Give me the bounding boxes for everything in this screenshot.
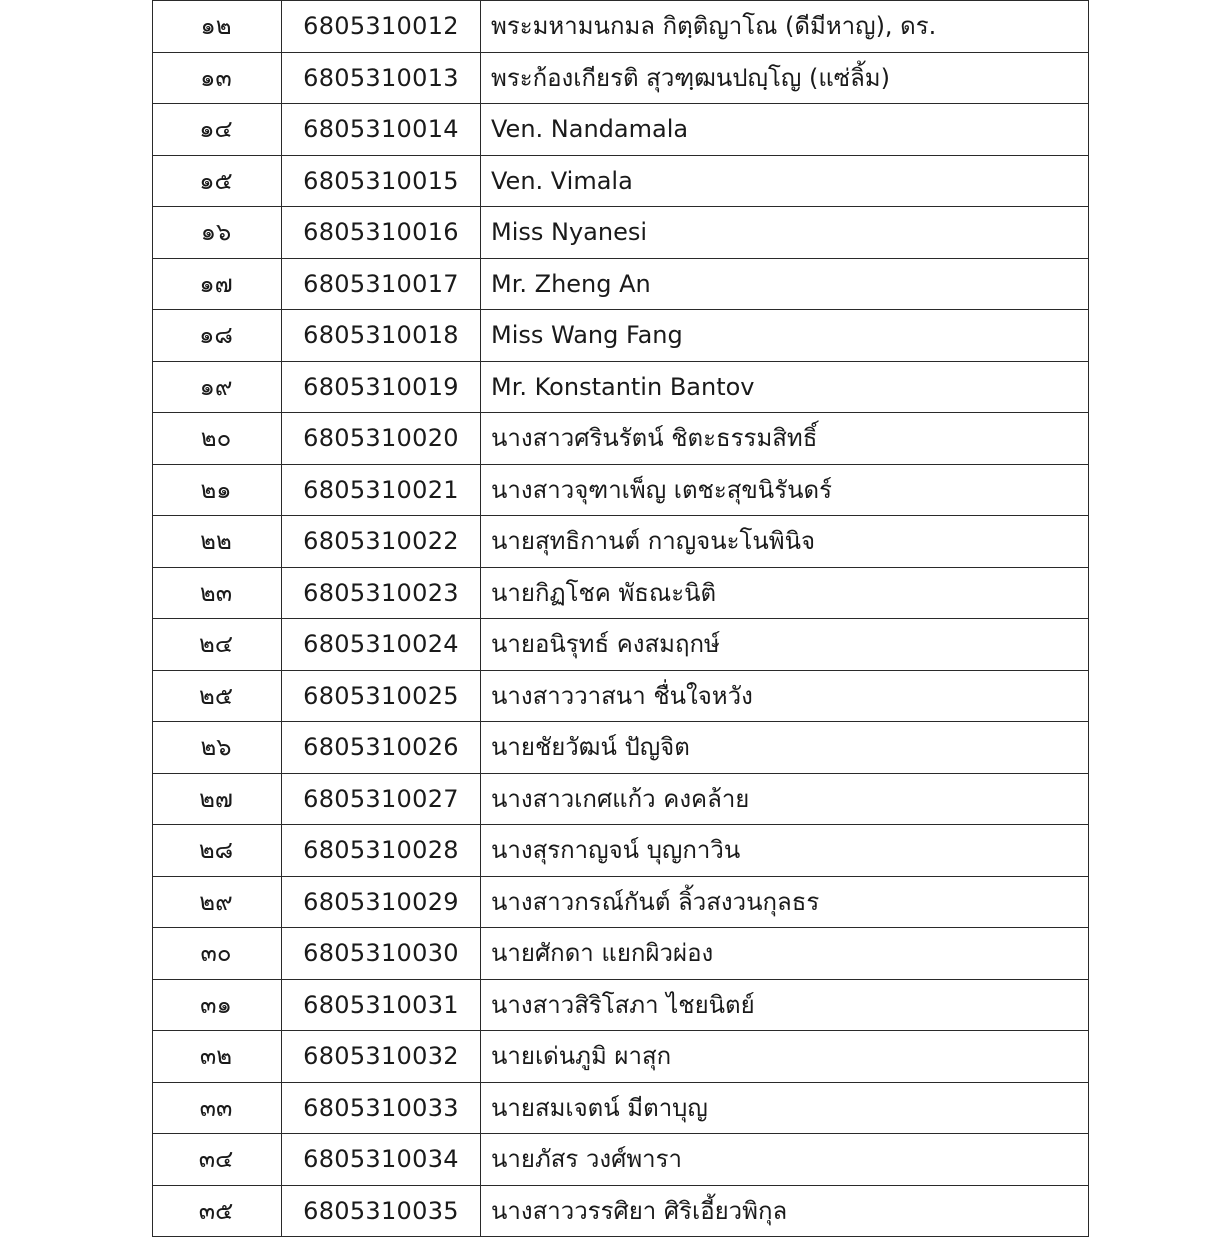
student-name: นางสาวจุฑาเพ็ญ เตชะสุขนิรันดร์ xyxy=(481,464,1089,516)
row-number: ๓๒ xyxy=(153,1031,282,1083)
table-row xyxy=(153,722,1089,774)
student-name: นางสาวศรินรัตน์ ชิตะธรรมสิทธิ์ xyxy=(481,413,1089,465)
student-id: 6805310012 xyxy=(282,1,481,53)
student-id: 6805310018 xyxy=(282,310,481,362)
row-number: ๑๗ xyxy=(153,258,282,310)
student-id: 6805310026 xyxy=(282,722,481,774)
student-name: นายอนิรุทธ์ คงสมฤกษ์ xyxy=(481,619,1089,671)
table-row xyxy=(153,1134,1089,1186)
row-number: ๑๔ xyxy=(153,104,282,156)
student-name: Ven. Vimala xyxy=(481,155,1089,207)
table-row xyxy=(153,104,1089,156)
student-id: 6805310027 xyxy=(282,773,481,825)
student-name: นางสาวกรณ์กันต์ ลิ้วสงวนกุลธร xyxy=(481,876,1089,928)
row-number: ๑๓ xyxy=(153,52,282,104)
student-list-table xyxy=(152,0,1089,1237)
table-row xyxy=(153,773,1089,825)
student-id: 6805310015 xyxy=(282,155,481,207)
student-name: นายเด่นภูมิ ผาสุก xyxy=(481,1031,1089,1083)
student-name: Miss Nyanesi xyxy=(481,207,1089,259)
student-list-table-container xyxy=(152,0,1089,1237)
table-row xyxy=(153,619,1089,671)
row-number: ๒๔ xyxy=(153,619,282,671)
row-number: ๒๕ xyxy=(153,670,282,722)
student-id: 6805310014 xyxy=(282,104,481,156)
row-number: ๑๙ xyxy=(153,361,282,413)
student-id: 6805310028 xyxy=(282,825,481,877)
student-id: 6805310034 xyxy=(282,1134,481,1186)
table-row xyxy=(153,979,1089,1031)
student-name: พระมหามนกมล กิตฺติญาโณ (ดีมีหาญ), ดร. xyxy=(481,1,1089,53)
table-row xyxy=(153,361,1089,413)
student-name: Mr. Zheng An xyxy=(481,258,1089,310)
table-row xyxy=(153,258,1089,310)
row-number: ๒๒ xyxy=(153,516,282,568)
student-id: 6805310021 xyxy=(282,464,481,516)
student-id: 6805310020 xyxy=(282,413,481,465)
table-row xyxy=(153,310,1089,362)
table-row xyxy=(153,516,1089,568)
student-name: นางสาววาสนา ชื่นใจหวัง xyxy=(481,670,1089,722)
student-name: นายกิฏโชค พัธณะนิติ xyxy=(481,567,1089,619)
row-number: ๓๓ xyxy=(153,1082,282,1134)
row-number: ๓๐ xyxy=(153,928,282,980)
row-number: ๑๖ xyxy=(153,207,282,259)
student-name: Ven. Nandamala xyxy=(481,104,1089,156)
row-number: ๒๘ xyxy=(153,825,282,877)
table-row xyxy=(153,928,1089,980)
row-number: ๑๘ xyxy=(153,310,282,362)
row-number: ๒๗ xyxy=(153,773,282,825)
student-name: นายภัสร วงศ์พารา xyxy=(481,1134,1089,1186)
row-number: ๒๙ xyxy=(153,876,282,928)
student-id: 6805310029 xyxy=(282,876,481,928)
student-id: 6805310031 xyxy=(282,979,481,1031)
student-id: 6805310033 xyxy=(282,1082,481,1134)
student-id: 6805310035 xyxy=(282,1185,481,1237)
student-id: 6805310019 xyxy=(282,361,481,413)
row-number: ๒๓ xyxy=(153,567,282,619)
row-number: ๓๕ xyxy=(153,1185,282,1237)
table-row xyxy=(153,670,1089,722)
student-name: นางสุรกาญจน์ บุญกาวิน xyxy=(481,825,1089,877)
table-row xyxy=(153,413,1089,465)
student-name: นายศักดา แยกผิวผ่อง xyxy=(481,928,1089,980)
student-name: พระก้องเกียรติ สุวฑฺฒนปญฺโญ (แซ่ลิ้ม) xyxy=(481,52,1089,104)
student-id: 6805310016 xyxy=(282,207,481,259)
student-id: 6805310030 xyxy=(282,928,481,980)
student-name: Miss Wang Fang xyxy=(481,310,1089,362)
table-row xyxy=(153,464,1089,516)
student-name: นายสมเจตน์ มีตาบุญ xyxy=(481,1082,1089,1134)
row-number: ๑๒ xyxy=(153,1,282,53)
table-row xyxy=(153,1,1089,53)
student-name: นายสุทธิกานต์ กาญจนะโนพินิจ xyxy=(481,516,1089,568)
student-name: Mr. Konstantin Bantov xyxy=(481,361,1089,413)
row-number: ๓๑ xyxy=(153,979,282,1031)
student-name: นางสาวสิริโสภา ไชยนิตย์ xyxy=(481,979,1089,1031)
table-row xyxy=(153,1185,1089,1237)
student-name: นางสาวเกศแก้ว คงคล้าย xyxy=(481,773,1089,825)
student-name: นางสาววรรศิยา ศิริเอี้ยวพิกุล xyxy=(481,1185,1089,1237)
row-number: ๒๖ xyxy=(153,722,282,774)
student-id: 6805310025 xyxy=(282,670,481,722)
student-id: 6805310017 xyxy=(282,258,481,310)
table-row xyxy=(153,52,1089,104)
row-number: ๓๔ xyxy=(153,1134,282,1186)
row-number: ๑๕ xyxy=(153,155,282,207)
table-row xyxy=(153,1031,1089,1083)
table-row xyxy=(153,825,1089,877)
table-row xyxy=(153,1082,1089,1134)
student-id: 6805310032 xyxy=(282,1031,481,1083)
student-id: 6805310013 xyxy=(282,52,481,104)
row-number: ๒๑ xyxy=(153,464,282,516)
row-number: ๒๐ xyxy=(153,413,282,465)
student-id: 6805310022 xyxy=(282,516,481,568)
student-id: 6805310023 xyxy=(282,567,481,619)
table-row xyxy=(153,207,1089,259)
table-row xyxy=(153,155,1089,207)
student-id: 6805310024 xyxy=(282,619,481,671)
student-name: นายชัยวัฒน์ ปัญจิต xyxy=(481,722,1089,774)
table-row xyxy=(153,567,1089,619)
table-row xyxy=(153,876,1089,928)
